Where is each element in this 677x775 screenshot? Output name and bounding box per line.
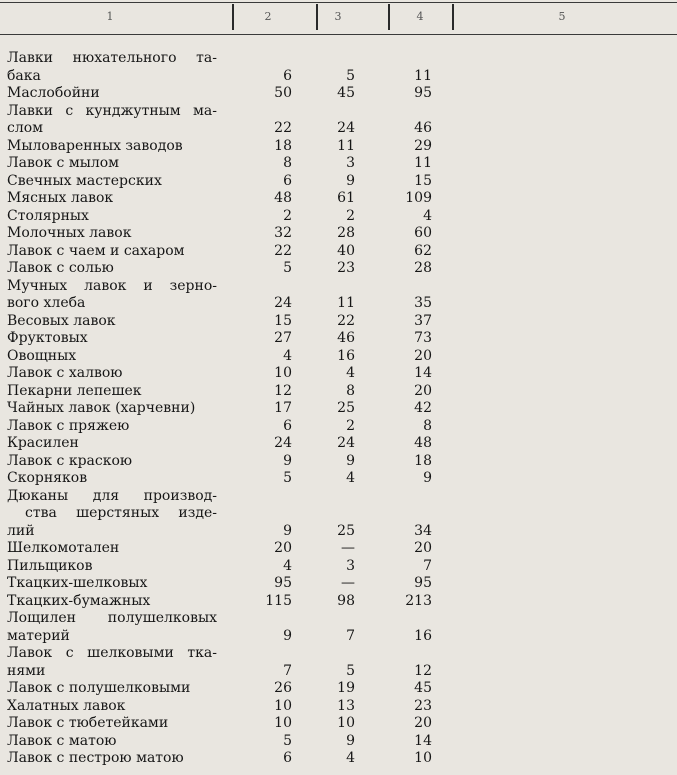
row-label-line: Лавок с шелковыми тка- xyxy=(7,645,217,661)
cell-c4: 7 xyxy=(423,557,432,574)
cell-c4: 18 xyxy=(414,452,432,469)
cell-c3: 11 xyxy=(337,295,355,311)
header-col-4: 4 xyxy=(416,10,424,23)
row-label xyxy=(7,260,217,278)
row-label-line: Лавок с халвою xyxy=(7,365,123,381)
row-label-line: Лавок с мылом xyxy=(7,155,120,171)
cell-c4: 20 xyxy=(414,540,432,556)
cell-c4: 46 xyxy=(414,120,432,136)
row-label xyxy=(7,575,217,593)
cell-c2: 12 xyxy=(274,382,292,399)
cell-c2: 7 xyxy=(283,662,292,679)
cell-c3: 24 xyxy=(337,435,355,451)
cell-c3: 10 xyxy=(337,715,355,731)
cell-c4: 45 xyxy=(414,680,432,696)
cell-c4: 20 xyxy=(414,715,432,731)
cell-c3: 4 xyxy=(346,365,355,381)
cell-c2: 95 xyxy=(274,575,292,591)
row-label xyxy=(7,400,217,418)
cell-c4: 34 xyxy=(414,522,432,539)
cell-c4: 11 xyxy=(414,67,432,84)
table-body xyxy=(0,50,677,768)
row-label-line: слом xyxy=(7,120,44,136)
header-bottom-rule xyxy=(0,34,677,35)
cell-c3: 9 xyxy=(346,732,355,749)
row-label-line: Скорняков xyxy=(7,470,88,486)
row-label-line: Лавок с матою xyxy=(7,732,117,749)
header-col-2: 2 xyxy=(264,10,272,23)
cell-c2: 5 xyxy=(283,732,292,749)
row-label-line: Лавки нюхательного та- xyxy=(7,50,217,66)
cell-c2: 22 xyxy=(274,120,292,136)
cell-c4: 14 xyxy=(414,365,432,381)
row-label-line: вого хлеба xyxy=(7,295,86,311)
row-label xyxy=(7,50,217,85)
row-label xyxy=(7,173,217,191)
cell-c3: 46 xyxy=(337,330,355,346)
row-label-line: Лавок с тюбетейками xyxy=(7,715,169,731)
header-col-5: 5 xyxy=(558,10,566,23)
cell-c4: 16 xyxy=(414,627,432,644)
row-label xyxy=(7,698,217,716)
cell-c3: 23 xyxy=(337,260,355,276)
cell-c2: 20 xyxy=(274,540,292,556)
cell-c4: 73 xyxy=(414,330,432,346)
cell-c2: 10 xyxy=(274,715,292,731)
cell-c4: 62 xyxy=(414,242,432,259)
cell-c3: 3 xyxy=(346,557,355,574)
row-label-line: нями xyxy=(7,662,46,679)
row-label-line: Лощилен полушелковых xyxy=(7,610,217,626)
row-label-line: Лавки с кунджутным ма- xyxy=(7,102,217,119)
cell-c4: 213 xyxy=(405,592,432,609)
cell-c3: 28 xyxy=(337,225,355,241)
table-row xyxy=(0,540,677,558)
cell-c4: 8 xyxy=(423,417,432,434)
row-label-line: ства шерстяных изде- xyxy=(25,505,217,521)
cell-c3: 11 xyxy=(337,137,355,154)
cell-c3: — xyxy=(341,575,355,591)
cell-c2: 50 xyxy=(274,85,292,101)
cell-c3: 25 xyxy=(337,522,355,539)
cell-c3: 9 xyxy=(346,452,355,469)
row-label-line: Мучных лавок и зерно- xyxy=(7,277,217,294)
row-label-line: Столярных xyxy=(7,207,89,224)
cell-c4: 29 xyxy=(414,137,432,154)
table-row xyxy=(0,365,677,383)
header-divider-2 xyxy=(316,4,318,30)
cell-c4: 20 xyxy=(414,382,432,399)
cell-c2: 115 xyxy=(265,592,292,609)
table-row xyxy=(0,330,677,348)
row-label-line: Пекарни лепешек xyxy=(7,382,142,399)
row-label xyxy=(7,558,217,576)
table-row xyxy=(0,558,677,576)
cell-c2: 5 xyxy=(283,260,292,276)
table-row xyxy=(0,435,677,453)
row-label-line: Фруктовых xyxy=(7,330,88,346)
row-label-line: Лавок с чаем и сахаром xyxy=(7,242,185,259)
cell-c4: 15 xyxy=(414,172,432,189)
cell-c2: 10 xyxy=(274,365,292,381)
cell-c3: 22 xyxy=(337,312,355,329)
table-row xyxy=(0,645,677,680)
table-row xyxy=(0,278,677,313)
table-row xyxy=(0,50,677,85)
row-label-line: Халатных лавок xyxy=(7,697,126,714)
row-label xyxy=(7,383,217,401)
row-label xyxy=(7,488,217,541)
row-label-line: Овощных xyxy=(7,347,77,364)
cell-c2: 6 xyxy=(283,750,292,766)
row-label-line: Лавок с полушелковыми xyxy=(7,680,191,696)
cell-c3: 7 xyxy=(346,627,355,644)
cell-c3: 8 xyxy=(346,382,355,399)
table-row xyxy=(0,680,677,698)
cell-c4: 20 xyxy=(414,347,432,364)
row-label-line: Чайных лавок (харчевни) xyxy=(7,400,196,416)
row-label-line: Мыловаренных заводов xyxy=(7,137,183,154)
row-label xyxy=(7,243,217,261)
cell-c3: 24 xyxy=(337,120,355,136)
cell-c2: 26 xyxy=(274,680,292,696)
table-row xyxy=(0,243,677,261)
row-label xyxy=(7,313,217,331)
cell-c3: 25 xyxy=(337,400,355,416)
cell-c4: 95 xyxy=(414,85,432,101)
row-label xyxy=(7,85,217,103)
row-label-line: Весовых лавок xyxy=(7,312,116,329)
cell-c3: 5 xyxy=(346,67,355,84)
table-row xyxy=(0,488,677,541)
cell-c3: 5 xyxy=(346,662,355,679)
header-col-3: 3 xyxy=(334,10,342,23)
cell-c4: 95 xyxy=(414,575,432,591)
table-row xyxy=(0,593,677,611)
row-label-line: Маслобойни xyxy=(7,85,100,101)
row-label xyxy=(7,190,217,208)
row-label xyxy=(7,330,217,348)
row-label xyxy=(7,103,217,138)
cell-c3: 45 xyxy=(337,85,355,101)
row-label xyxy=(7,155,217,173)
table-row xyxy=(0,313,677,331)
table-row xyxy=(0,348,677,366)
cell-c2: 9 xyxy=(283,627,292,644)
cell-c3: 98 xyxy=(337,592,355,609)
cell-c4: 9 xyxy=(423,470,432,486)
row-label xyxy=(7,750,217,768)
row-label-line: Дюканы для производ- xyxy=(7,487,217,504)
table-row xyxy=(0,208,677,226)
row-label xyxy=(7,540,217,558)
cell-c4: 11 xyxy=(414,155,432,171)
table-row xyxy=(0,575,677,593)
row-label xyxy=(7,365,217,383)
row-label-line: материй xyxy=(7,627,70,644)
cell-c2: 4 xyxy=(283,557,292,574)
row-label xyxy=(7,610,217,645)
header-divider-1 xyxy=(232,4,234,30)
cell-c2: 8 xyxy=(283,155,292,171)
row-label xyxy=(7,278,217,313)
cell-c3: 2 xyxy=(346,207,355,224)
row-label xyxy=(7,715,217,733)
table-row xyxy=(0,383,677,401)
cell-c2: 24 xyxy=(274,435,292,451)
table-row xyxy=(0,418,677,436)
cell-c3: 13 xyxy=(337,697,355,714)
cell-c4: 109 xyxy=(405,190,432,206)
header-col-1: 1 xyxy=(106,10,114,23)
table-row xyxy=(0,750,677,768)
cell-c4: 23 xyxy=(414,697,432,714)
cell-c2: 5 xyxy=(283,470,292,486)
row-label-line: Молочных лавок xyxy=(7,225,132,241)
cell-c2: 6 xyxy=(283,67,292,84)
cell-c3: 9 xyxy=(346,172,355,189)
row-label xyxy=(7,418,217,436)
row-label-line: Мясных лавок xyxy=(7,190,114,206)
header-divider-3 xyxy=(388,4,390,30)
cell-c3: 40 xyxy=(337,242,355,259)
table-row xyxy=(0,715,677,733)
cell-c2: 2 xyxy=(283,207,292,224)
cell-c2: 32 xyxy=(274,225,292,241)
cell-c4: 10 xyxy=(414,750,432,766)
table-row xyxy=(0,610,677,645)
table-row xyxy=(0,698,677,716)
cell-c4: 14 xyxy=(414,732,432,749)
row-label-line: Лавок с пряжею xyxy=(7,417,130,434)
cell-c3: 16 xyxy=(337,347,355,364)
row-label-line: лий xyxy=(7,522,35,539)
cell-c4: 4 xyxy=(423,207,432,224)
cell-c2: 9 xyxy=(283,522,292,539)
header-top-rule xyxy=(0,2,677,3)
cell-c4: 35 xyxy=(414,295,432,311)
row-label-line: Лавок с краскою xyxy=(7,452,133,469)
cell-c2: 48 xyxy=(274,190,292,206)
row-label xyxy=(7,348,217,366)
table-header xyxy=(0,0,677,36)
cell-c3: — xyxy=(341,540,355,556)
cell-c4: 12 xyxy=(414,662,432,679)
cell-c2: 6 xyxy=(283,417,292,434)
row-label xyxy=(7,435,217,453)
row-label-line: Ткацких-бумажных xyxy=(7,592,151,609)
row-label-line: Лавок с пестрою матою xyxy=(7,750,184,766)
cell-c2: 15 xyxy=(274,312,292,329)
table-row xyxy=(0,103,677,138)
cell-c4: 60 xyxy=(414,225,432,241)
cell-c2: 24 xyxy=(274,295,292,311)
row-label xyxy=(7,470,217,488)
table-row xyxy=(0,225,677,243)
cell-c2: 4 xyxy=(283,347,292,364)
table-row xyxy=(0,190,677,208)
cell-c3: 2 xyxy=(346,417,355,434)
cell-c3: 61 xyxy=(337,190,355,206)
cell-c3: 3 xyxy=(346,155,355,171)
table-row xyxy=(0,155,677,173)
cell-c3: 4 xyxy=(346,750,355,766)
row-label-line: Красилен xyxy=(7,435,79,451)
row-label xyxy=(7,733,217,751)
row-label-line: Свечных мастерских xyxy=(7,172,162,189)
table-row xyxy=(0,453,677,471)
row-label xyxy=(7,645,217,680)
row-label xyxy=(7,680,217,698)
cell-c4: 48 xyxy=(414,435,432,451)
table-row xyxy=(0,400,677,418)
table-row xyxy=(0,173,677,191)
row-label-line: Шелкомоталeн xyxy=(7,540,120,556)
table-row xyxy=(0,260,677,278)
table-row xyxy=(0,733,677,751)
header-divider-4 xyxy=(452,4,454,30)
row-label xyxy=(7,208,217,226)
cell-c4: 28 xyxy=(414,260,432,276)
table-row xyxy=(0,470,677,488)
cell-c2: 27 xyxy=(274,330,292,346)
cell-c3: 4 xyxy=(346,470,355,486)
cell-c2: 17 xyxy=(274,400,292,416)
row-label xyxy=(7,225,217,243)
row-label xyxy=(7,138,217,156)
cell-c2: 18 xyxy=(274,137,292,154)
row-label-line: Пильщиков xyxy=(7,557,93,574)
cell-c2: 9 xyxy=(283,452,292,469)
table-row xyxy=(0,85,677,103)
cell-c3: 19 xyxy=(337,680,355,696)
cell-c2: 10 xyxy=(274,697,292,714)
row-label-line: бака xyxy=(7,67,41,84)
row-label xyxy=(7,453,217,471)
cell-c4: 37 xyxy=(414,312,432,329)
cell-c2: 22 xyxy=(274,242,292,259)
cell-c2: 6 xyxy=(283,172,292,189)
row-label-line: Ткацких-шелковых xyxy=(7,575,148,591)
table-row xyxy=(0,138,677,156)
cell-c4: 42 xyxy=(414,400,432,416)
row-label-line: Лавок с солью xyxy=(7,260,114,276)
row-label xyxy=(7,593,217,611)
